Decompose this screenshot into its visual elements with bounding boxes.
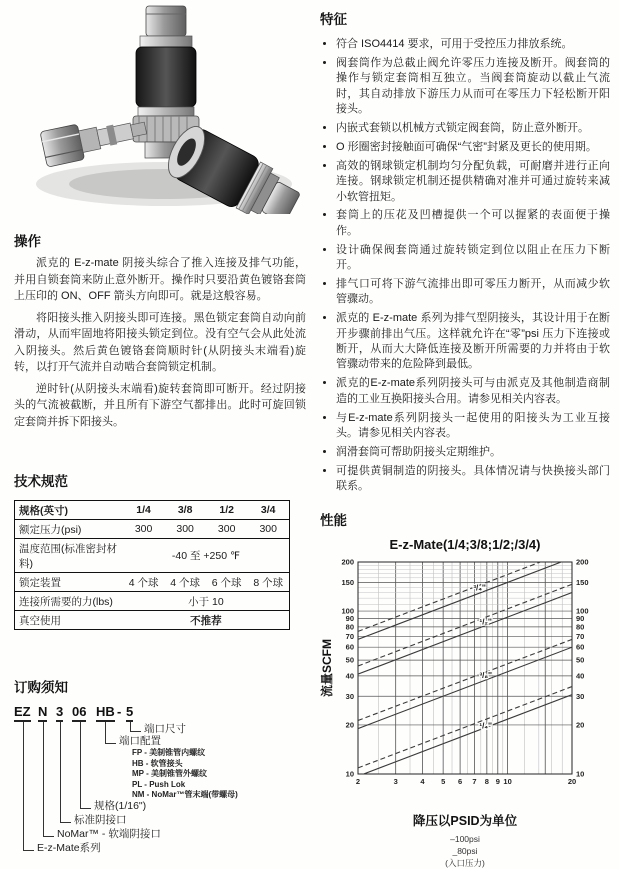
- svg-text:70: 70: [576, 631, 585, 641]
- series-line: [358, 647, 572, 731]
- svg-text:6: 6: [458, 776, 463, 786]
- port-config-option: HB - 软管接头: [132, 758, 183, 768]
- features-heading: 特征: [320, 12, 347, 27]
- left-column: [14, 0, 306, 856]
- chart-y-axis-label: 流量SCFM: [320, 638, 334, 697]
- chart-legend: [320, 833, 610, 869]
- chart-gridlines: [358, 562, 572, 774]
- series-line: [358, 552, 572, 631]
- svg-text:150: 150: [576, 577, 589, 587]
- legend-note: (入口压力): [445, 857, 485, 868]
- svg-text:60: 60: [345, 642, 354, 652]
- chart-title: E-z-Mate(1/4;3/8;1/2;/3/4): [389, 536, 541, 552]
- performance-chart-block: [320, 537, 610, 869]
- svg-text:3: 3: [393, 776, 398, 786]
- port-config-option: MP - 美制锥管外螺纹: [132, 769, 207, 778]
- feature-item: • 与E-z-mate系列阴接头一起使用的阳接头为工业互接头。请参见相关内容表。: [336, 411, 610, 442]
- feature-item: • 套筒上的压花及凹槽提供一个可以握紧的表面便于操作。: [336, 208, 610, 239]
- spec-value: 小于 10: [123, 592, 290, 611]
- performance-heading: 性能: [320, 512, 347, 528]
- callout-port-config: 端口配置: [119, 735, 161, 747]
- svg-text:100: 100: [576, 606, 589, 616]
- spec-col-header: 1/2: [206, 501, 248, 520]
- svg-text:70: 70: [345, 631, 354, 641]
- legend-item-100psi: –100psi: [450, 833, 480, 844]
- chart-series-lines: [358, 552, 572, 776]
- port-config-option: PL - Push Lok: [132, 779, 186, 789]
- performance-chart: [320, 552, 612, 802]
- port-config-option: NM - NoMar™管末端(带螺母): [132, 790, 238, 799]
- spec-value: 4 个球: [164, 573, 206, 592]
- spec-col-header: 3/4: [247, 501, 289, 520]
- svg-text:10: 10: [576, 769, 585, 779]
- product-photo: [14, 2, 302, 214]
- svg-text:50: 50: [345, 655, 354, 665]
- svg-text:150: 150: [341, 577, 354, 587]
- spec-label: 温度范围(标准密封材料): [15, 539, 123, 573]
- svg-text:40: 40: [576, 670, 585, 680]
- operation-paragraph: 将阳接头推入阴接头即可连接。黑色锁定套筒自动向前滑动，从而牢固地将阳接头锁定到位。没有空气会从此处流入阴接头。然后黄色镀铬套筒顺时针(从阴接头末端看)旋转，以打开气流并自动啮合套筒锁定机制。: [14, 311, 306, 373]
- spec-value: 300: [247, 520, 289, 539]
- spec-value: 300: [123, 520, 165, 539]
- spec-value: 300: [206, 520, 248, 539]
- table-row: [15, 611, 290, 630]
- feature-item: • 阀套筒作为总截止阀允许零压力连接及断开。阀套筒的操作与锁定套筒相互独立。当阀套筒旋动以截止气流时，其自动排放下游压力从而可在零压力下轻松断开阳接头。: [336, 56, 610, 118]
- feature-item: • 润滑套筒可帮助阴接头定期维护。: [336, 445, 610, 460]
- feature-item: • 内嵌式套锁以机械方式锁定阀套筒，防止意外断开。: [336, 121, 610, 136]
- svg-text:8: 8: [484, 776, 489, 786]
- code-part-portconfig: HB: [96, 704, 115, 722]
- svg-text:80: 80: [345, 621, 354, 631]
- code-part-dash: -: [117, 704, 122, 719]
- specs-table: [14, 500, 290, 630]
- svg-text:30: 30: [576, 691, 585, 701]
- legend-item-80psi: _80psi: [452, 845, 478, 856]
- code-part-size: 06: [72, 704, 86, 722]
- operation-paragraph: 逆时针(从阴接头末端看)旋转套筒即可断开。经过阴接头的气流被截断，并且所有下游空气都排出。此时可旋回锁定套筒并拆下阳接头。: [14, 382, 306, 428]
- svg-text:100: 100: [341, 606, 354, 616]
- spec-col-header: 3/8: [164, 501, 206, 520]
- svg-text:50: 50: [576, 655, 585, 665]
- connector-line: [105, 722, 116, 744]
- svg-text:7: 7: [472, 776, 477, 786]
- spec-value: 8 个球: [247, 573, 289, 592]
- svg-text:40: 40: [345, 670, 354, 680]
- table-header-row: [15, 501, 290, 520]
- chart-curve-labels: [473, 583, 492, 730]
- spec-label: 真空使用: [15, 611, 123, 630]
- svg-text:10: 10: [503, 776, 512, 786]
- feature-item: • 符合 ISO4414 要求，可用于受控压力排放系统。: [336, 37, 610, 52]
- features-list: [320, 37, 610, 495]
- svg-text:20: 20: [567, 776, 577, 786]
- svg-text:30: 30: [345, 691, 354, 701]
- callout-nomar: NoMar™ - 软端阴接口: [57, 828, 161, 840]
- connector-line: [80, 722, 91, 809]
- feature-item: • 可提供黄铜制造的阴接头。具体情况请与快换接头部门联系。: [336, 464, 610, 495]
- series-line: [358, 686, 572, 767]
- series-line: [358, 694, 572, 776]
- svg-text:¹/₄'': ¹/₄'': [479, 721, 492, 731]
- svg-text:9: 9: [495, 776, 500, 786]
- operation-paragraph: 派克的 E-z-mate 阴接头综合了推入连接及排气功能，并用自锁套筒来防止意外断开。操作时只要沿黄色镀铬套筒上压印的 ON、OFF 箭头方向即可。就是这般容易。: [14, 257, 306, 302]
- svg-text:90: 90: [345, 613, 354, 623]
- feature-item: • 派克的 E-z-mate 系列为排气型阴接头，其设计用于在断开步骤前排出气压。这样就允许在“零”psi 压力下连接或断开，从而大大降低连接及断开所需要的力并将由于软管骤动带来的危险降到最低。: [336, 311, 610, 373]
- callout-series: E-z-Mate系列: [37, 842, 101, 854]
- spec-value: 4 个球: [123, 573, 165, 592]
- svg-text:10: 10: [345, 769, 354, 779]
- svg-text:20: 20: [345, 719, 354, 729]
- table-row: [15, 592, 290, 611]
- callout-size: 规格(1/16"): [94, 800, 147, 812]
- connector-line: [23, 722, 34, 851]
- connector-line: [60, 722, 71, 823]
- series-line: [358, 639, 572, 720]
- svg-text:20: 20: [576, 719, 585, 729]
- table-row: [15, 539, 290, 573]
- spec-value: 300: [164, 520, 206, 539]
- svg-text:90: 90: [576, 613, 585, 623]
- spec-label: 锁定装置: [15, 573, 123, 592]
- connector-line: [43, 722, 54, 837]
- svg-text:2: 2: [355, 776, 361, 786]
- feature-item: • O 形圈密封接触面可确保“气密”封紧及更长的使用期。: [336, 140, 610, 155]
- right-column: [320, 8, 610, 869]
- spec-value: 不推荐: [123, 611, 290, 630]
- svg-text:³/₄'': ³/₄'': [473, 582, 486, 592]
- feature-item: • 高效的钢球锁定机制均匀分配负载，可耐磨并进行正向连接。钢球锁定机制还提供精确对准并可通过旋转来减小软管扭矩。: [336, 159, 610, 205]
- svg-text:4: 4: [420, 776, 425, 786]
- table-row: [15, 573, 290, 592]
- product-photo-image: [14, 2, 302, 214]
- spec-label: 额定压力(psi): [15, 520, 123, 539]
- code-part-portsize: 5: [126, 704, 133, 722]
- series-line: [358, 584, 572, 666]
- callout-port-size: 端口尺寸: [144, 723, 186, 735]
- callout-standard: 标准阴接口: [74, 814, 127, 826]
- feature-item: • 设计确保阀套筒通过旋转锁定到位以阻止在压力下断开。: [336, 243, 610, 274]
- code-part-nomar: N: [38, 704, 47, 722]
- port-config-option: FP - 美制锥管内螺纹: [132, 748, 206, 757]
- svg-text:5: 5: [441, 776, 446, 786]
- feature-item: • 排气口可将下游气流排出即可零压力断开，从而减少软管骤动。: [336, 277, 610, 308]
- chart-x-axis-label: 降压以PSID为单位: [412, 813, 518, 828]
- series-line: [358, 592, 572, 674]
- spec-label: 连接所需要的力(lbs): [15, 592, 123, 611]
- svg-text:60: 60: [576, 642, 585, 652]
- feature-item: • 派克的E-z-mate系列阴接头可与由派克及其他制造商制造的工业互换阳接头合用。请参见相关内容表。: [336, 376, 610, 407]
- specs-heading: 技术规范: [14, 474, 68, 489]
- svg-text:³/₈'': ³/₈'': [479, 670, 492, 680]
- spec-value: -40 至 +250 ℉: [123, 539, 290, 573]
- spec-col-header: 1/4: [123, 501, 165, 520]
- spec-col-header: 规格(英寸): [15, 501, 123, 520]
- connector-line: [130, 722, 141, 732]
- code-part-standard: 3: [56, 704, 63, 722]
- svg-text:80: 80: [576, 621, 585, 631]
- port-config-options: [132, 748, 238, 801]
- spec-value: 6 个球: [206, 573, 248, 592]
- ordering-heading: 订购须知: [14, 680, 68, 695]
- svg-text:200: 200: [341, 557, 354, 567]
- table-row: [15, 520, 290, 539]
- svg-text:200: 200: [576, 557, 589, 567]
- code-part-series: EZ: [14, 704, 31, 722]
- operation-heading: 操作: [14, 234, 41, 249]
- svg-text:¹/₂'': ¹/₂'': [479, 617, 492, 627]
- ordering-code-diagram: [14, 704, 306, 856]
